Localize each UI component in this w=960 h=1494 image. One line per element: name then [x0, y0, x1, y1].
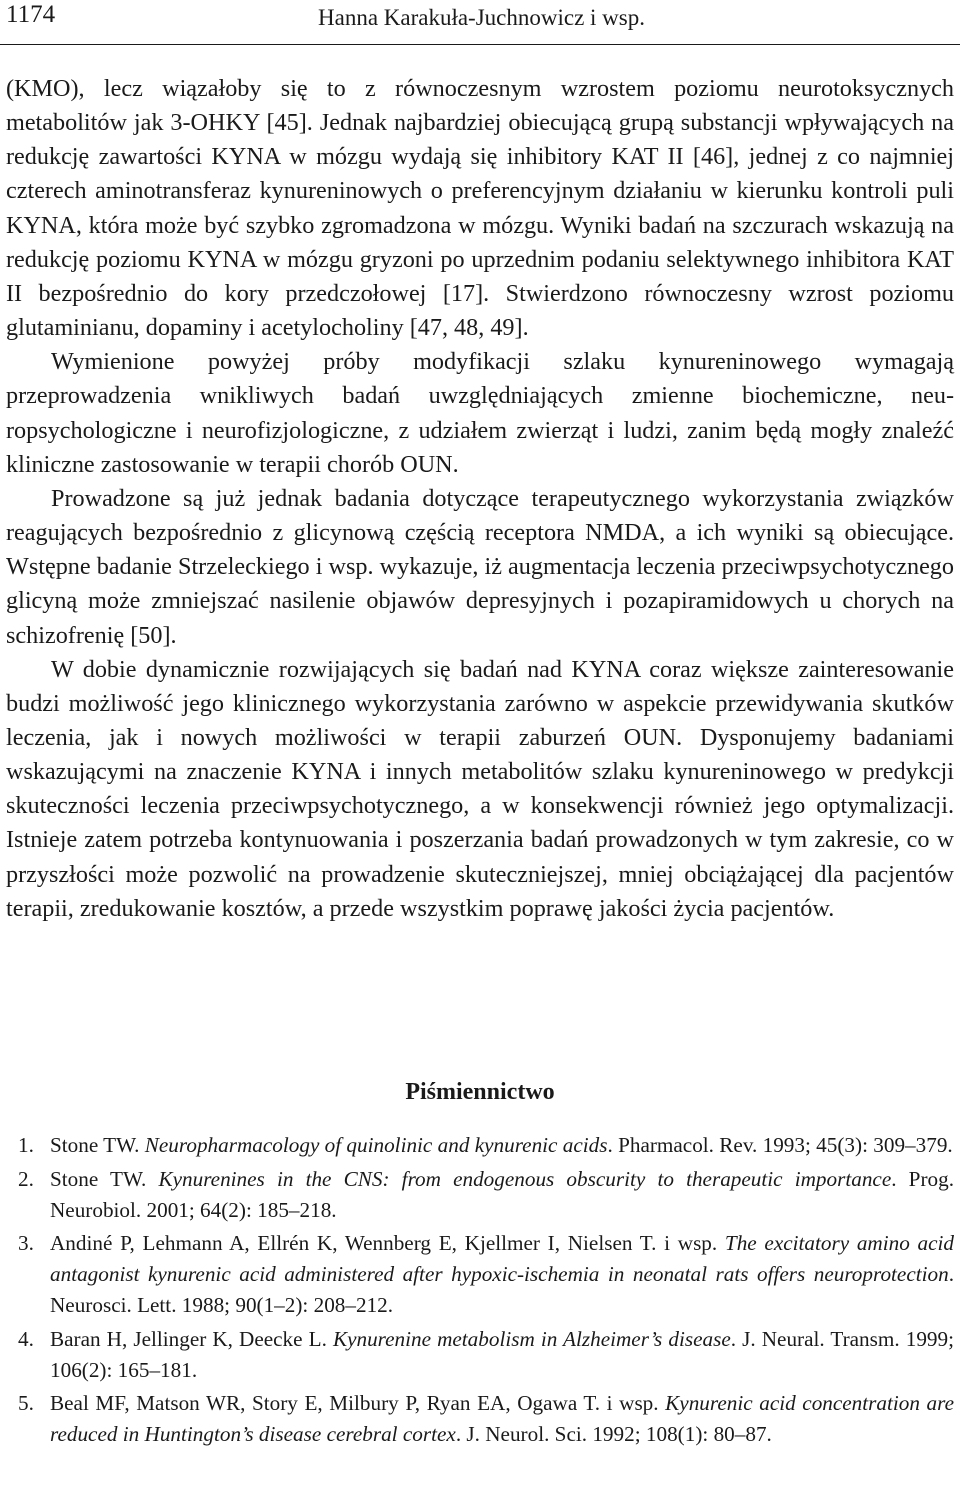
reference-item-2	[6, 1164, 954, 1226]
reference-item-1	[6, 1130, 954, 1161]
reference-number: 1.	[18, 1133, 34, 1157]
reference-number: 4.	[18, 1326, 34, 1351]
reference-source: . Pharmacol. Rev. 1993; 45(3): 309–379.	[607, 1133, 953, 1157]
article-body	[6, 72, 954, 926]
reference-item-4	[6, 1324, 954, 1386]
body-paragraph-3: Prowadzone są już jednak badania dotyczące terapeutycznego wykorzystania związków reagujących bezpośrednio z glicynową częścią receptora NMDA, a ich wyniki są obiecujące. Wstępne badanie Strzeleckiego i wsp. wykazuje, iż augmentacja leczenia przeciwpsychotycznego glicyną może zmniejszać nasilenie objawów depresyjnych i pozapiramidowych u chorych na schizofrenię [50].	[6, 484, 954, 649]
reference-item-5	[6, 1388, 954, 1450]
reference-source: . Neurosci. Lett. 1988; 90(1–2): 208–212.	[50, 1262, 954, 1317]
reference-authors: Baran H, Jellinger K, Deecke L.	[50, 1326, 327, 1351]
body-paragraph-1: (KMO), lecz wiązałoby się to z równoczesnym wzrostem poziomu neurotoksycznych metabolitów jak 3-OHKY [45]. Jednak najbardziej obiecującą grupą substancji wpływających na redukcję zawartości KYNA w mózgu wydają się inhibitory KAT II [46], jednej z co najmniej czterech aminotransferaz kynureninowych o preferencyjnym działaniu w kierunku kontroli puli KYNA, która może być szybko zgromadzona w mózgu. Wyniki badań na szczurach wskazują na redukcję poziomu KYNA w mózgu gryzoni po uprzednim podaniu selektywnego inhibitora KAT II bezpośrednio do kory przedczołowej [17]. Stwierdzono równoczesny wzrost poziomu glutaminianu, dopaminy i acetylocholiny [47, 48, 49].	[6, 75, 954, 342]
reference-number: 5.	[18, 1391, 34, 1415]
reference-authors: Beal MF, Matson WR, Story E, Milbury P, Ryan EA, Ogawa T. i wsp.	[50, 1391, 659, 1415]
reference-source: . J. Neural. Transm. 1999; 106(2): 165–181.	[50, 1326, 954, 1382]
references-heading: Piśmiennictwo	[405, 1079, 555, 1105]
running-header	[0, 0, 960, 45]
reference-authors: Andiné P, Lehmann A, Ellrén K, Wennberg E, Kjellmer I, Nielsen T. i wsp.	[50, 1231, 718, 1255]
reference-title: Kynurenines in the CNS: from endogenous obscurity to therapeutic importance	[158, 1166, 892, 1191]
reference-title: Kynurenic acid concentration are reduced in Huntington’s disease cerebral cortex	[50, 1391, 955, 1446]
body-paragraph-2: Wymienione powyżej próby modyfikacji szlaku kynureninowego wymagają przeprowadzenia wnikliwych badań uwzględniających zmienne biochemiczne, neuropsychologiczne i neurofizjologiczne, z udziałem zwierząt i ludzi, zanim będą mogły znaleźć kliniczne zastosowanie w terapii chorób OUN.	[6, 348, 954, 478]
reference-title: Kynurenine metabolism in Alzheimer’s disease	[332, 1326, 731, 1351]
reference-source: . J. Neurol. Sci. 1992; 108(1): 80–87.	[455, 1422, 772, 1446]
running-header-author: Hanna Karakuła-Juchnowicz i wsp.	[318, 5, 645, 30]
reference-title: The excitatory amino acid antagonist kynurenic acid administered after hypoxic-ischemia in neonatal rats offers neuroprotection	[50, 1231, 955, 1286]
reference-number: 2.	[18, 1166, 34, 1191]
reference-title: Neuropharmacology of quinolinic and kynurenic acids	[144, 1133, 608, 1157]
reference-authors: Stone TW.	[50, 1133, 140, 1157]
reference-list	[6, 1130, 954, 1453]
reference-item-3	[6, 1228, 954, 1321]
reference-authors: Stone TW.	[50, 1166, 147, 1191]
reference-number: 3.	[18, 1231, 34, 1255]
body-paragraph-4: W dobie dynamicznie rozwijających się badań nad KYNA coraz większe zainteresowanie budzi możliwość jego klinicznego wykorzystania zarówno w aspekcie przewidywania skutków leczenia, jak i nowych możliwości w terapii zaburzeń OUN. Dysponujemy badaniami wskazującymi na znaczenie KYNA i innych metabolitów szlaku kynureninowego w predykcji skuteczności leczenia przeciwpsychotycznego, a w konsekwencji również jego optymalizacji. Istnieje zatem potrzeba kontynuowania i poszerzania badań prowadzonych w tym zakresie, co w przyszłości może pozwolić na prowadzenie skuteczniejszej, mniej obciążającej dla pacjentów terapii, zredukowanie kosztów, a przede wszystkim poprawę jakości życia pacjentów.	[6, 655, 954, 922]
reference-source: . Prog. Neurobiol. 2001; 64(2): 185–218.	[50, 1166, 955, 1222]
page-number: 1174	[6, 1, 56, 28]
